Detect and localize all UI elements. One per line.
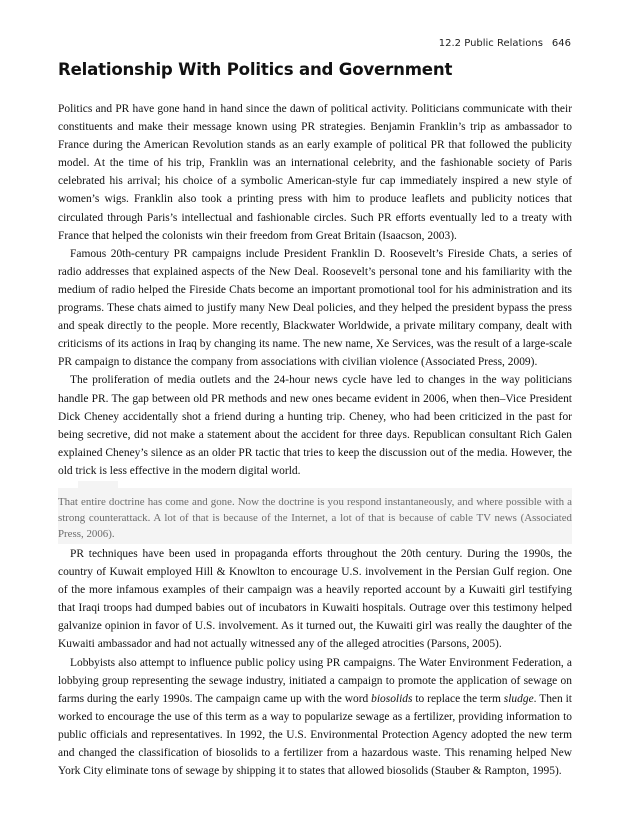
quote-tab	[78, 481, 118, 488]
paragraph-3: The proliferation of media outlets and the 24-hour news cycle have led to changes in the way politicians handle PR. The gap between old PR methods and new ones became evident in 2006, when then–Vice President Dick Cheney accidentally shot a friend during a hunting trip. Cheney, who had been criticized in the past for being secretive, did not make a statement about the accident for three days. Republican consultant Rich Galen explained Cheney’s silence as an older PR tactic that tries to keep the discussion out of the media. However, the old trick is less effective in the modern digital world.	[58, 374, 572, 477]
paragraph-5	[58, 654, 572, 781]
page-number: 646	[551, 38, 571, 49]
term-biosolids: biosolids	[371, 692, 413, 705]
paragraph-5-part-a: Lobbyists also attempt to influence public policy using PR campaigns. The Water Environment Federation, a lobbying group representing the sewage industry, initiated a campaign to promote the application of sewage on farms during the early 1990s. The campaign came up with the word	[58, 656, 572, 705]
running-head	[439, 38, 571, 49]
paragraph-5-part-b: to replace the term	[412, 692, 504, 705]
block-quote	[58, 488, 572, 544]
section-heading: Relationship With Politics and Government	[58, 60, 453, 79]
paragraph-4: PR techniques have been used in propaganda efforts throughout the 20th century. During the 1990s, the country of Kuwait employed Hill & Knowlton to encourage U.S. involvement in the Persian Gulf region. One of the more infamous examples of their campaign was a heavily reported account by a Kuwaiti girl testifying that Iraqi troops had dumped babies out of incubators in Kuwaiti hospitals. Outrage over this testimony helped galvanize opinion in favor of U.S. involvement. As it turned out, the Kuwaiti girl was really the daughter of the Kuwaiti ambassador and had not actually witnessed any of the alleged atrocities (Parsons, 2005).	[58, 547, 572, 651]
body-text	[58, 100, 572, 780]
block-quote-text: That entire doctrine has come and gone. Now the doctrine is you respond instantaneously, and where possible with a strong counterattack. A lot of that is because of the Internet, a lot of that is because of cable TV news (Associated Press, 2006).	[58, 495, 572, 540]
section-title: 12.2 Public Relations	[438, 38, 543, 49]
paragraph-5-part-c: . Then it worked to encourage the use of this term as a way to popularize sewage as a fertilizer, providing information to public officials and representatives. In 1992, the U.S. Environmental Protection Agency adopted the new term and changed the classification of biosolids to a fertilizer from a hazardous waste. This renaming helped New York City eliminate tons of sewage by shipping it to states that allowed biosolids (Stauber & Rampton, 1995).	[58, 692, 572, 778]
paragraph-1: Politics and PR have gone hand in hand since the dawn of political activity. Politicians communicate with their constituents and make their message known using PR strategies. Benjamin Franklin’s trip as ambassador to France during the American Revolution stands as an early example of political PR that followed the publicity model. At the time of his trip, Franklin was an international celebrity, and the fashionable society of Paris celebrated his arrival; his choice of a symbolic American-style fur cap immediately inspired a new style of women’s wigs. Franklin also took a printing press with him to produce leaflets and publicity notices that circulated through Paris’s intellectual and fashionable circles. Such PR efforts eventually led to a treaty with France that helped the colonists win their freedom from Great Britain (Isaacson, 2003).	[58, 103, 572, 242]
paragraph-2: Famous 20th-century PR campaigns include President Franklin D. Roosevelt’s Fireside Chats, a series of radio addresses that explained aspects of the New Deal. Roosevelt’s personal tone and his familiarity with the medium of radio helped the Fireside Chats become an important promotional tool for his administration and its programs. These chats aimed to justify many New Deal policies, and they helped the president bypass the press and speak directly to the people. More recently, Blackwater Worldwide, a private military company, dealt with criticisms of its actions in Iraq by changing its name. The new name, Xe Services, was the result of a large-scale PR campaign to distance the company from associations with civilian violence (Associated Press, 2009).	[58, 247, 572, 369]
term-sludge: sludge	[503, 692, 534, 705]
